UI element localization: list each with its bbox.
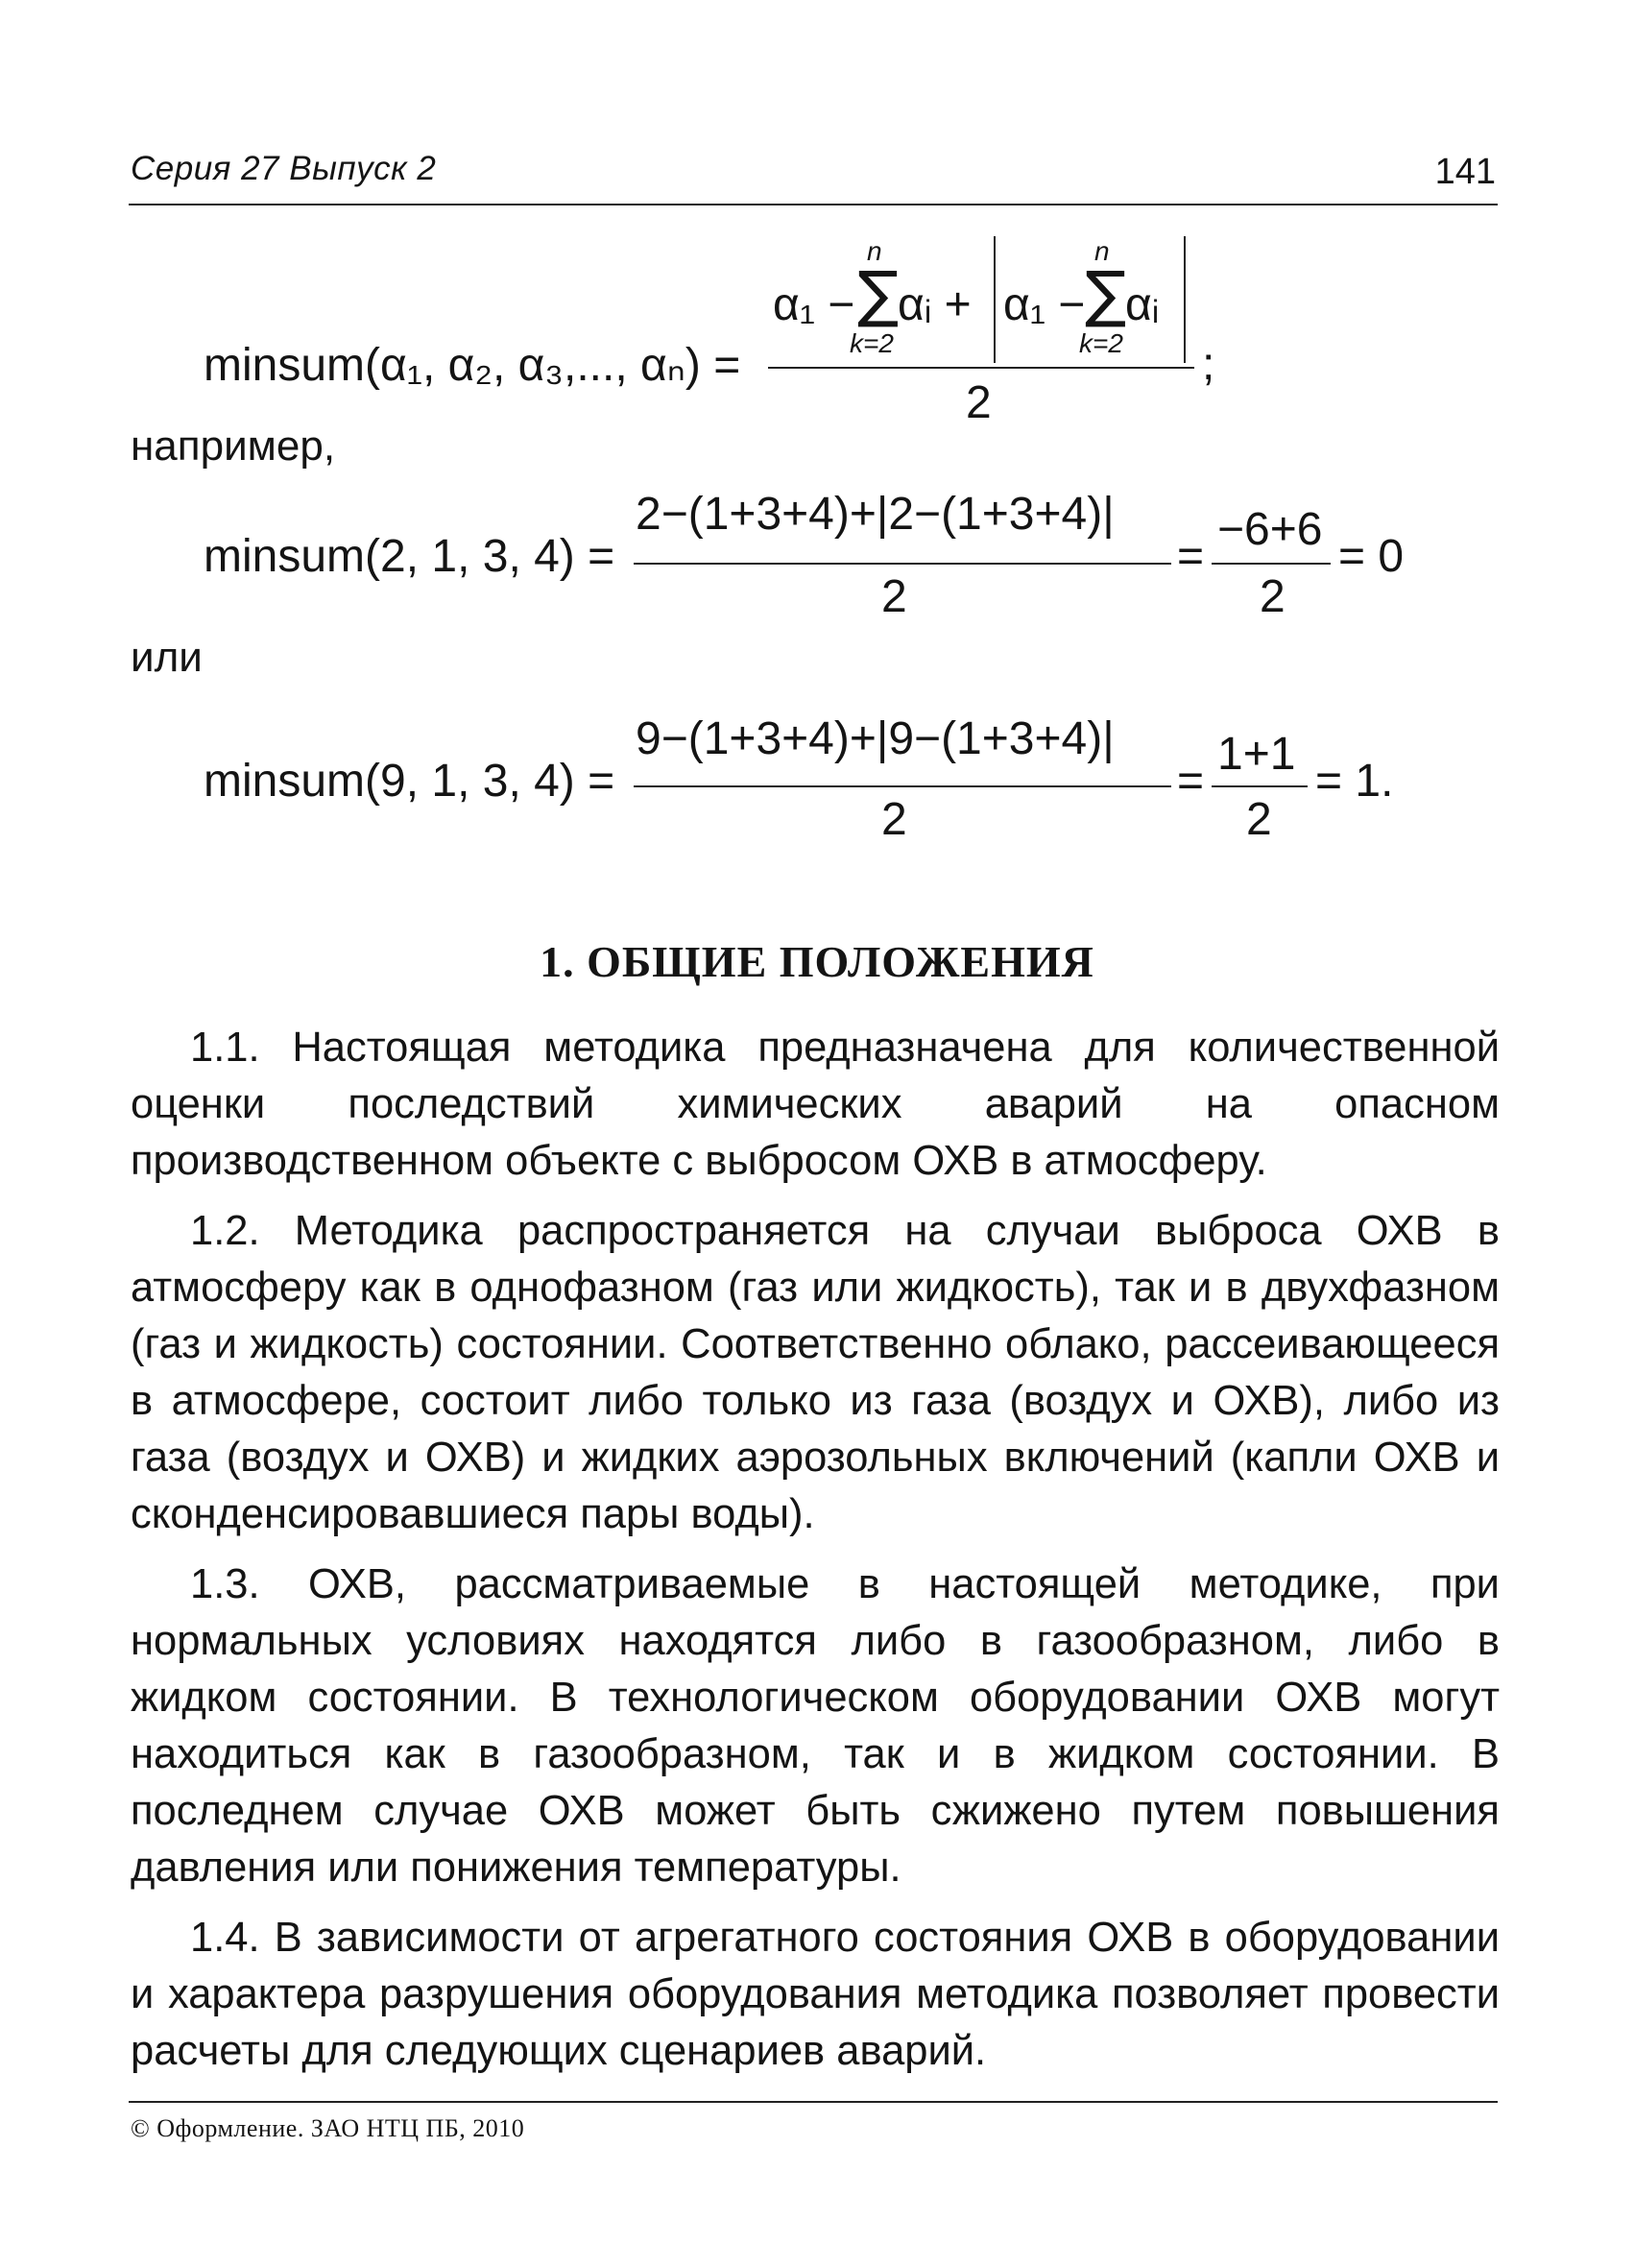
section-body [131, 1020, 1500, 2093]
formula2-denominator: 2 [881, 571, 907, 622]
formula1-sum1-sigma: ∑ [857, 259, 900, 330]
page-number: 141 [1434, 152, 1496, 192]
formula1-semicolon: ; [1202, 339, 1215, 390]
formula3-numerator-2: 1+1 [1217, 729, 1296, 780]
formula1-sum1-term: αᵢ + [898, 279, 972, 330]
paragraph-1-1: 1.1. Настоящая методика предназначена для количественной оценки последствий химических аварий на опасном производственном объекте с выбросом ОХВ в атмосферу. [131, 1025, 1500, 1184]
formula1-abs-alpha1: α₁ − [1003, 279, 1086, 330]
footer-rule [129, 2101, 1498, 2103]
formula3-fraction-line-2 [1212, 785, 1308, 787]
section-title: 1. ОБЩИЕ ПОЛОЖЕНИЯ [540, 937, 1094, 986]
formula2-denominator-2: 2 [1260, 571, 1286, 622]
formula1-num-alpha1: α₁ − [773, 279, 855, 330]
formula3-lhs: minsum(9, 1, 3, 4) = [204, 756, 615, 807]
formula3-denominator: 2 [881, 794, 907, 845]
formula2-result: = 0 [1338, 531, 1405, 582]
formula1-sum2-lower: k=2 [1079, 328, 1123, 358]
formula1-sum1-upper: n [867, 236, 882, 266]
formula1-lhs: minsum(α₁, α₂, α₃,..., αₙ) = [204, 340, 741, 391]
footer-copyright: © Оформление. ЗАО НТЦ ПБ, 2010 [131, 2114, 525, 2142]
formula2-equals: = [1177, 531, 1205, 582]
formula2-numerator: 2−(1+3+4)+|2−(1+3+4)| [636, 489, 1115, 540]
formula1-denominator: 2 [966, 377, 992, 428]
header-rule [129, 204, 1498, 205]
word-example: например, [131, 422, 336, 470]
paragraph-1-3: 1.3. ОХВ, рассматриваемые в настоящей методике, при нормальных условиях находятся либо в газообразном, либо в жидком состоянии. В технологическом оборудовании ОХВ могут находиться как в газообразном, так и в жидком состоянии. В последнем случае ОХВ может быть сжижено путем повышения давления или понижения температуры. [131, 1561, 1500, 1891]
formula3-denominator-2: 2 [1246, 794, 1272, 845]
paragraph-1-4: 1.4. В зависимости от агрегатного состояния ОХВ в оборудовании и характера разрушения оборудования методика позволяет провести расчеты для следующих сценариев аварий. [131, 1915, 1500, 2074]
word-or: или [131, 634, 203, 681]
formula1-abs-right [1184, 236, 1186, 363]
formula3-numerator: 9−(1+3+4)+|9−(1+3+4)| [636, 713, 1115, 764]
formula1-sum2-upper: n [1094, 236, 1110, 266]
formula3-fraction-line [634, 785, 1171, 787]
paragraph-1-2: 1.2. Методика распространяется на случаи выброса ОХВ в атмосферу как в однофазном (газ или жидкость), так и в двухфазном (газ и жидкость) состоянии. Соответственно облако, рассеивающееся в атмосфере, состоит либо только из газа (воздух и ОХВ), либо из газа (воздух и ОХВ) и жидких аэрозольных включений (капли ОХВ и сконденсировавшиеся пары воды). [131, 1208, 1500, 1537]
formula2-fraction-line [634, 563, 1171, 565]
formula1-sum2-sigma: ∑ [1085, 259, 1127, 330]
formula1-fraction-line [768, 367, 1194, 369]
formula1-sum1-lower: k=2 [850, 328, 894, 358]
formula2-lhs: minsum(2, 1, 3, 4) = [204, 531, 615, 582]
formula1-abs-left [994, 236, 996, 363]
formula2-numerator-2: −6+6 [1217, 504, 1323, 555]
formula2-fraction-line-2 [1212, 563, 1331, 565]
formula1-sum2-term: αᵢ [1125, 279, 1160, 330]
running-header-series: Серия 27 Выпуск 2 [131, 150, 437, 187]
formula3-equals: = [1177, 756, 1205, 807]
formula3-result: = 1. [1315, 756, 1394, 807]
